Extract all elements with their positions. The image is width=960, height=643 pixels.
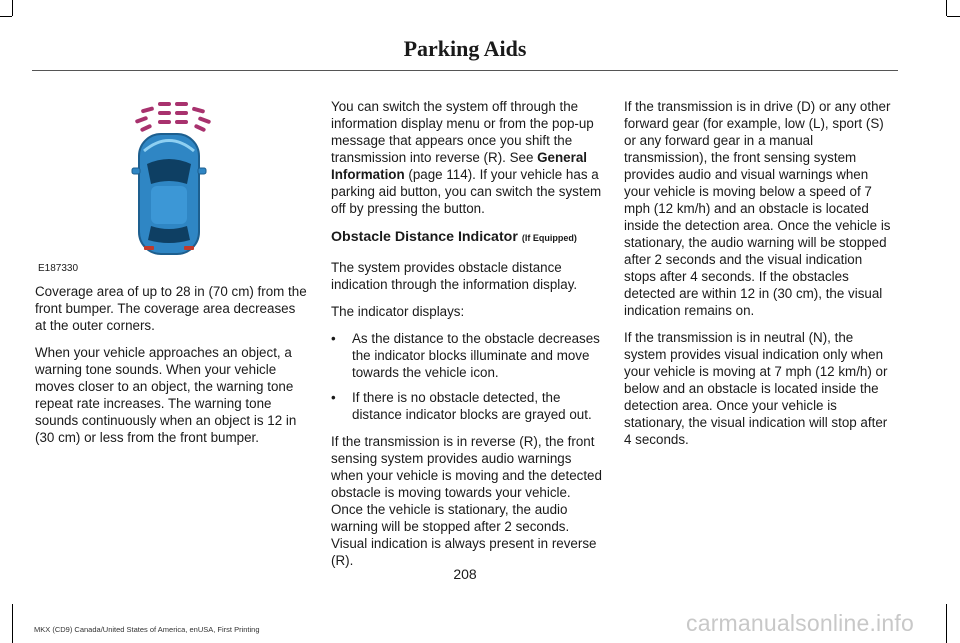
paragraph: When your vehicle approaches an object, a warning tone sounds. When your vehicle moves closer to an object, the warning tone repeat rate increases. The warning tone sounds continuously when an object is 12 in (30 cm) or less from the front bumper.: [35, 345, 297, 445]
crop-mark: [12, 0, 13, 16]
bullet-list: [331, 330, 603, 423]
list-item-text: As the distance to the obstacle decreases the indicator blocks illuminate and move towards the vehicle icon.: [352, 331, 600, 380]
text-span: (page 114). If your vehicle has a parking aid button, you can switch the system off by pressing the button.: [331, 167, 602, 216]
crop-mark: [946, 604, 947, 643]
sensor-wave-icon: [135, 102, 212, 132]
paragraph: If the transmission is in drive (D) or any other forward gear (for example, low (L), sport (S) or any forward gear in a manual transmission), the front sensing system provides audio and visual warnings when your vehicle is moving below a speed of 7 mph (12 km/h) and an obstacle is located inside the detection area. Once the vehicle is stationary, the audio warning will be stopped after 2 seconds and the visual indication stops after 4 seconds. If the obstacles detected are within 12 in (30 cm), the visual indication remains on.: [624, 99, 891, 318]
crop-mark: [947, 16, 960, 17]
parking-sensor-figure: [34, 96, 300, 274]
header-divider: [32, 70, 898, 71]
paragraph: The system provides obstacle distance indication through the information display.: [331, 260, 578, 292]
list-item: [331, 389, 603, 423]
crop-mark: [12, 604, 13, 643]
bullet-icon: •: [331, 331, 336, 346]
page-title: Parking Aids: [403, 36, 527, 61]
list-item: [331, 330, 603, 381]
cross-reference-link[interactable]: General Information: [331, 150, 588, 182]
heading-text: Obstacle Distance Indicator: [331, 229, 518, 245]
paragraph: If the transmission is in reverse (R), the front sensing system provides audio warnings when your vehicle is moving and the detected obstacle is moving towards your vehicle. Once the vehicle is stationary, the audio warning will be stopped after 2 seconds. Visual indication is always present in reverse (R).: [331, 434, 602, 568]
paragraph: Coverage area of up to 28 in (70 cm) from the front bumper. The coverage area decreases at the outer corners.: [35, 284, 307, 333]
column-1: [35, 283, 307, 456]
paragraph: [331, 98, 603, 217]
paragraph: The indicator displays:: [331, 304, 465, 319]
footer-text: MKX (CD9) Canada/United States of America, enUSA, First Printing: [34, 625, 260, 634]
section-heading: [331, 229, 603, 247]
watermark: carmanualsonline.info: [686, 610, 914, 636]
paragraph: If the transmission is in neutral (N), the system provides visual indication only when your vehicle is moving at 7 mph (12 km/h) or below and an obstacle is located inside the detection area. Once your vehicle is stationary, the visual indication will stop after 4 seconds.: [624, 330, 888, 447]
column-3: [624, 98, 896, 458]
list-item-text: If there is no obstacle detected, the distance indicator blocks are grayed out.: [352, 390, 592, 422]
crop-mark: [0, 16, 12, 17]
car-top-view-illustration: [34, 96, 300, 274]
bullet-icon: •: [331, 390, 336, 405]
column-2: [331, 98, 603, 579]
heading-note: (If Equipped): [521, 233, 577, 243]
page-number: 208: [453, 566, 477, 582]
figure-id: E187330: [38, 263, 79, 274]
crop-mark: [946, 0, 947, 16]
text-span: You can switch the system off through the information display menu or from the pop-up message that appears once you shift the transmission into reverse (R). See: [331, 99, 594, 165]
